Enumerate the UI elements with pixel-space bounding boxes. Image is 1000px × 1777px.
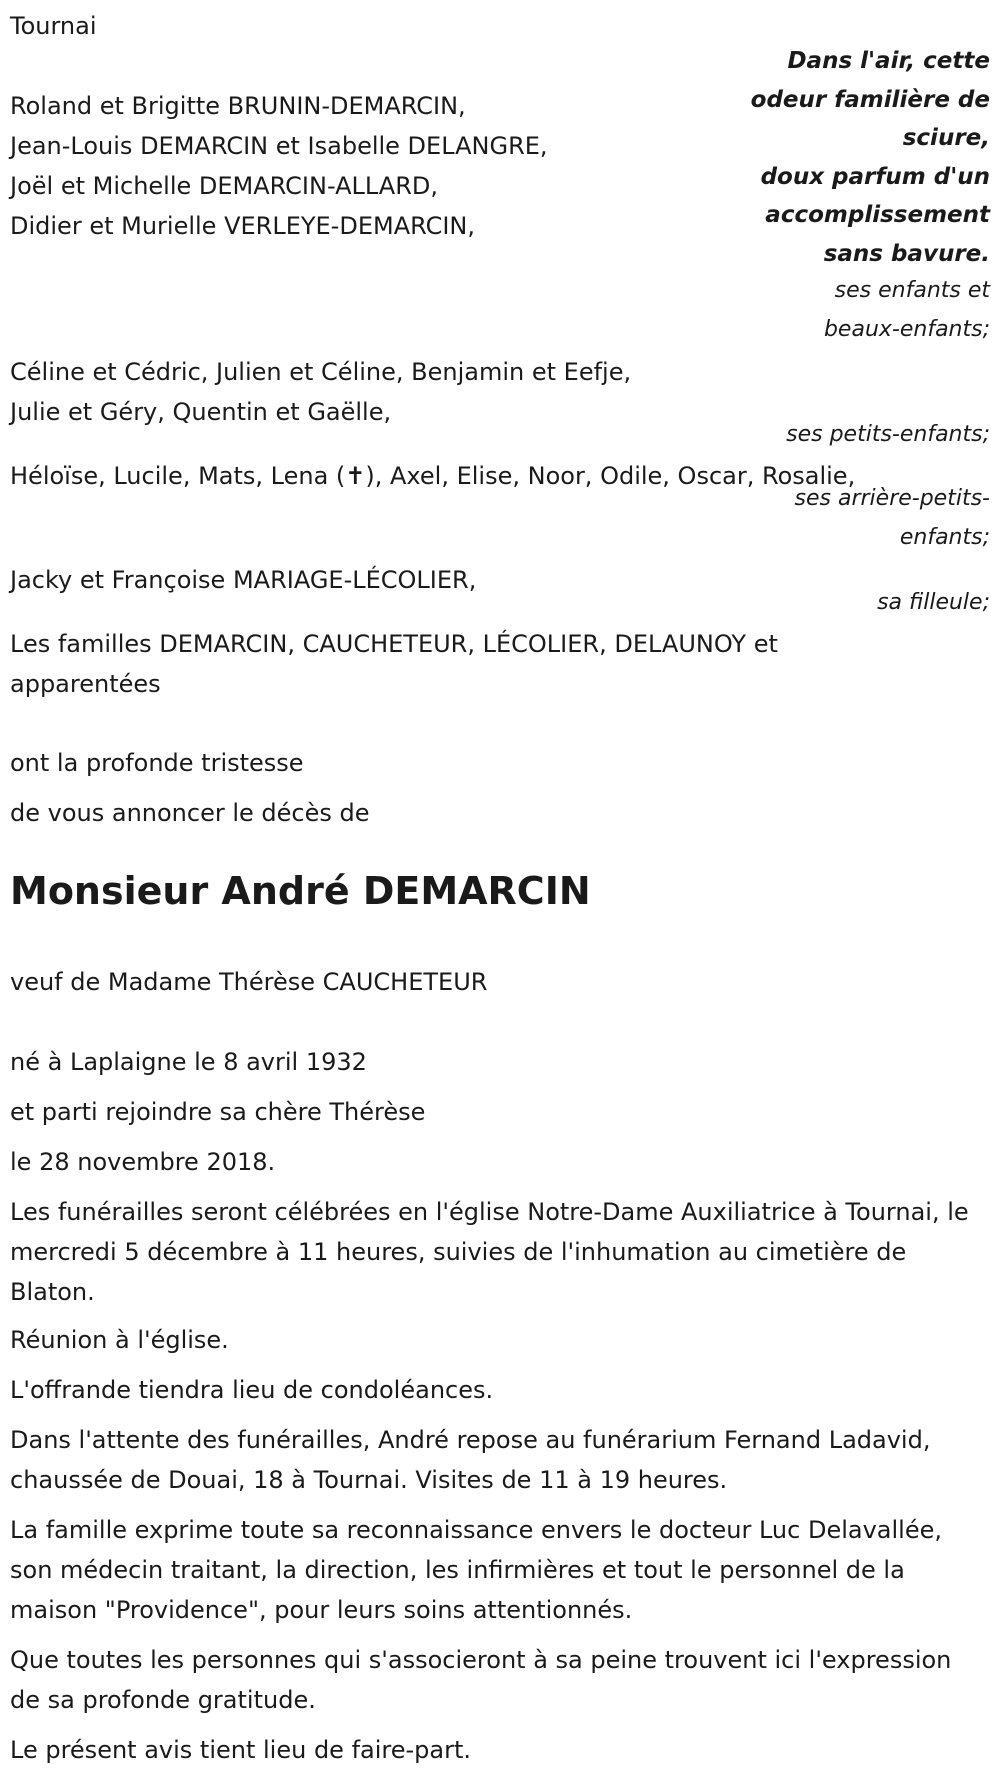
gratitude-paragraph: Que toutes les personnes qui s'associeront à sa peine trouvent ici l'expression de sa profonde gratitude. — [10, 1646, 952, 1714]
child-line: Roland et Brigitte BRUNIN-DEMARCIN, — [10, 92, 466, 120]
goddaughter-label: sa filleule; — [877, 590, 990, 615]
quote-line: sans bavure. — [823, 240, 990, 267]
grandchildren-label: ses petits-enfants; — [786, 422, 990, 447]
birth-line: né à Laplaigne le 8 avril 1932 — [10, 1048, 367, 1076]
child-line: Didier et Murielle VERLEYE-DEMARCIN, — [10, 212, 476, 240]
great-grandchildren-label: enfants; — [899, 525, 990, 550]
announce-line: ont la profonde tristesse — [10, 749, 304, 777]
quote-line: accomplissement — [765, 202, 990, 228]
departed-line: et parti rejoindre sa chère Thérèse — [10, 1098, 426, 1126]
grandchild-line: Julie et Géry, Quentin et Gaëlle, — [10, 398, 392, 426]
meeting-line: Réunion à l'église. — [10, 1326, 229, 1354]
announce-line: de vous annoncer le décès de — [10, 799, 370, 827]
great-grandchildren-line: Héloïse, Lucile, Mats, Lena (✝), Axel, Elise, Noor, Odile, Oscar, Rosalie, — [10, 462, 856, 490]
quote-line: Dans l'air, cette — [787, 48, 990, 74]
rest-paragraph: Dans l'attente des funérailles, André repose au funérarium Fernand Ladavid, chaussée de Douai, 18 à Tournai. Visites de 11 à 19 heures. — [10, 1426, 931, 1494]
grandchild-line: Céline et Cédric, Julien et Céline, Benjamin et Eefje, — [10, 358, 632, 386]
deceased-name: Monsieur André DEMARCIN — [10, 869, 591, 913]
offering-line: L'offrande tiendra lieu de condoléances. — [10, 1376, 494, 1404]
notice-line: Le présent avis tient lieu de faire-part. — [10, 1736, 472, 1764]
city-name: Tournai — [10, 12, 97, 40]
children-label: ses enfants et — [834, 278, 990, 303]
child-line: Jean-Louis DEMARCIN et Isabelle DELANGRE, — [10, 132, 548, 160]
families-line: Les familles DEMARCIN, CAUCHETEUR, LÉCOLIER, DELAUNOY et apparentées — [10, 630, 778, 698]
departed-line: le 28 novembre 2018. — [10, 1148, 276, 1176]
child-line: Joël et Michelle DEMARCIN-ALLARD, — [10, 172, 438, 200]
quote-line: doux parfum d'un — [760, 163, 990, 190]
thanks-paragraph: La famille exprime toute sa reconnaissance envers le docteur Luc Delavallée, son médecin traitant, la direction, les infirmières et tout le personnel de la maison "Providence", pour leurs soins attentionnés. — [10, 1516, 942, 1624]
epitaph-quote — [751, 42, 990, 273]
quote-line: sciure, — [902, 125, 990, 151]
quote-line: odeur familière de — [750, 86, 990, 113]
children-label: beaux-enfants; — [823, 317, 990, 342]
funeral-paragraph: Les funérailles seront célébrées en l'église Notre-Dame Auxiliatrice à Tournai, le mercredi 5 décembre à 11 heures, suivies de l'inhumation au cimetière de Blaton. — [10, 1198, 969, 1306]
great-grandchildren-label: ses arrière-petits- — [794, 486, 990, 511]
widower-line: veuf de Madame Thérèse CAUCHETEUR — [10, 968, 488, 996]
goddaughter-line: Jacky et Françoise MARIAGE-LÉCOLIER, — [10, 566, 477, 594]
